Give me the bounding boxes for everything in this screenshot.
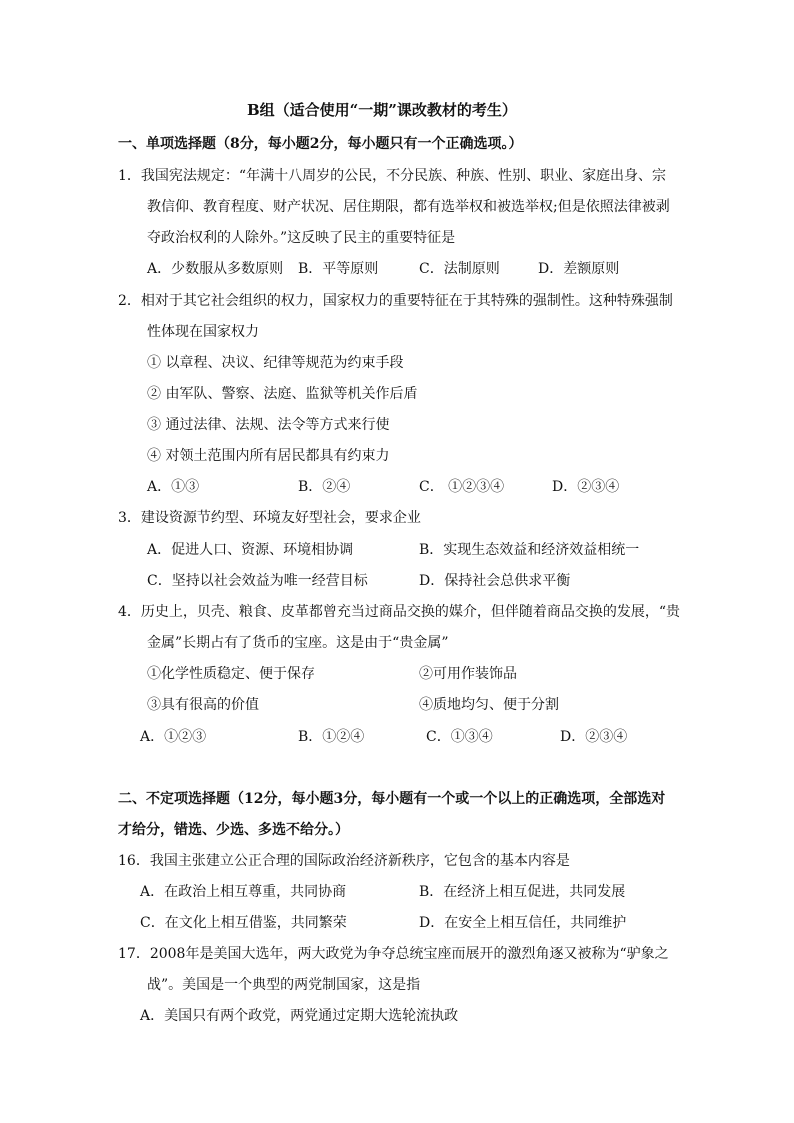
q3-stem: 3．建设资源节约型、环境友好型社会，要求企业 [118,510,421,526]
page-title: B组（适合使用“一期”课改教材的考生） [247,101,517,119]
q2-statement-2: ② 由军队、警察、法庭、监狱等机关作后盾 [147,386,418,402]
q16-option-d: D．在安全上相互信任，共同维护 [419,915,627,931]
q1-stem-line2: 教信仰、教育程度、财产状况、居住期限，都有选举权和被选举权;但是依照法律被剥 [147,199,670,215]
q16-option-b: B．在经济上相互促进，共同发展 [419,884,626,900]
q17-stem-line2: 战”。美国是一个典型的两党制国家，这是指 [147,977,421,993]
q4-stem-line1: 4．历史上，贝壳、粮食、皮革都曾充当过商品交换的媒介，但伴随着商品交换的发展，“贵 [118,604,681,620]
q4-option-c: C．①③④ [426,729,493,745]
q2-statement-3: ③ 通过法律、法规、法令等方式来行使 [147,417,390,433]
q2-stem-line2: 性体现在国家权力 [147,324,259,340]
q4-option-b: B．①②④ [298,729,365,745]
q2-option-b: B．②④ [298,479,351,495]
q2-statement-4: ④ 对领土范围内所有居民都具有约束力 [147,448,390,464]
q4-statement-3: ③具有很高的价值 [147,697,259,713]
section2-heading-line2: 才给分，错选、少选、多选不给分。） [118,822,349,838]
q1-option-c: C．法制原则 [419,261,500,277]
q3-option-d: D．保持社会总供求平衡 [419,573,571,589]
q3-option-a: A．促进人口、资源、环境相协调 [147,542,354,558]
q2-option-c: C． ①②③④ [419,479,505,495]
q4-option-a: A．①②③ [140,729,207,745]
q1-option-b: B．平等原则 [298,261,379,277]
q1-option-d: D．差额原则 [538,261,620,277]
section1-heading: 一、单项选择题（8分，每小题2分，每小题只有一个正确选项。） [118,136,523,152]
q3-option-c: C．坚持以社会效益为唯一经营目标 [147,573,368,589]
q4-statement-1: ①化学性质稳定、便于保存 [147,666,315,682]
q16-option-a: A．在政治上相互尊重，共同协商 [140,884,347,900]
q1-stem-line3: 夺政治权利的人除外。”这反映了民主的重要特征是 [147,230,456,246]
q17-option-a: A．美国只有两个政党，两党通过定期大选轮流执政 [140,1008,459,1024]
section2-heading-line1: 二、不定项选择题（12分，每小题3分，每小题有一个或一个以上的正确选项，全部选对 [118,791,666,807]
q4-stem-line2: 金属”长期占有了货币的宝座。这是由于“贵金属” [147,635,449,651]
q2-option-a: A．①③ [147,479,200,495]
q1-option-a: A．少数服从多数原则 [147,261,284,277]
q3-option-b: B．实现生态效益和经济效益相统一 [419,542,640,558]
q4-statement-2: ②可用作装饰品 [419,666,517,682]
q2-option-d: D．②③④ [552,479,620,495]
q2-statement-1: ① 以章程、决议、纪律等规范为约束手段 [147,355,404,371]
q1-stem-line1: 1．我国宪法规定：“年满十八周岁的公民，不分民族、种族、性别、职业、家庭出身、宗 [118,168,667,184]
q16-stem: 16．我国主张建立公正合理的国际政治经济新秩序，它包含的基本内容是 [118,853,570,869]
q17-stem-line1: 17．2008年是美国大选年，两大政党为争夺总统宝座而展开的激烈角逐又被称为“驴象之 [118,946,669,962]
q16-option-c: C．在文化上相互借鉴，共同繁荣 [140,915,347,931]
q2-stem-line1: 2．相对于其它社会组织的权力，国家权力的重要特征在于其特殊的强制性。这种特殊强制 [118,293,673,309]
q4-statement-4: ④质地均匀、便于分割 [419,697,559,713]
q4-option-d: D．②③④ [560,729,628,745]
